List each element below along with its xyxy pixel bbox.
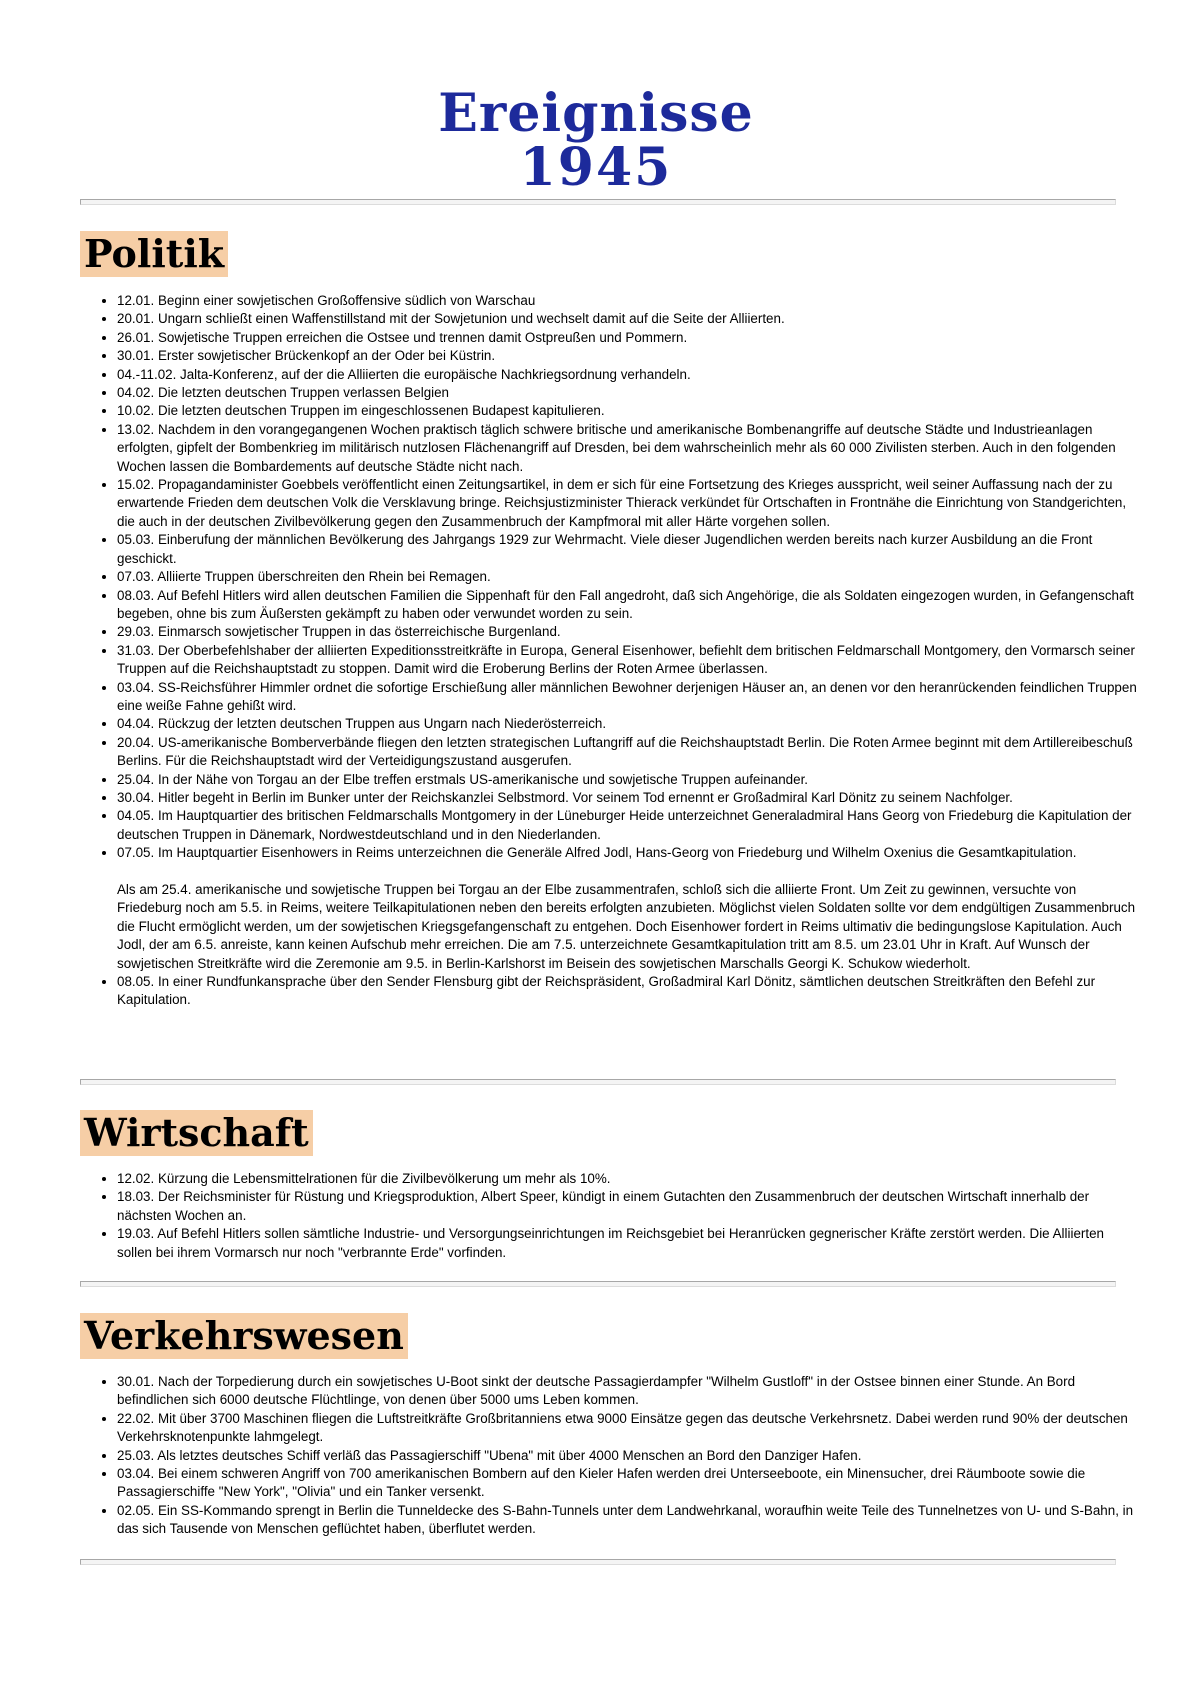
section-heading-verkehrswesen: Verkehrswesen (80, 1313, 408, 1359)
list-item: • 25.04. In der Nähe von Torgau an der Elbe treffen erstmals US-amerikanische und sowjetische Truppen aufeinander. (117, 771, 1137, 789)
list-item: • 04.05. Im Hauptquartier des britischen Feldmarschalls Montgomery in der Lüneburger Heide unterzeichnet Generaladmiral Hans Georg von Friedeburg die Kapitulation der deutschen Truppen in Dänemark, Nordwestdeutschland und in den Niederlanden. (117, 807, 1137, 844)
list-item: • 04.02. Die letzten deutschen Truppen verlassen Belgien (117, 384, 1137, 402)
divider (80, 1079, 1116, 1085)
list-item: • 20.04. US-amerikanische Bomberverbände fliegen den letzten strategischen Luftangriff auf die Reichshauptstadt Berlin. Die Roten Armee beginnt mit dem Artillereibeschuß Berlins. Für die Reichshauptstadt wird der Verteidigungszustand ausgerufen. (117, 734, 1137, 771)
verkehrswesen-list (101, 1373, 1137, 1539)
list-item: • 07.03. Alliierte Truppen überschreiten den Rhein bei Remagen. (117, 568, 1137, 586)
capitulation-note: Als am 25.4. amerikanische und sowjetische Truppen bei Torgau an der Elbe zusammentrafen, schloß sich die alliierte Front. Um Zeit zu gewinnen, versuchte von Friedeburg noch am 5.5. in Reims, weitere Teilkapitulationen neben den bereits erfolgten anzubieten. Möglichst vielen Soldaten sollte vor dem endgültigen Zusammenbruch die Flucht ermöglicht werden, um der sowjetischen Kriegsgefangenschaft zu entgehen. Doch Eisenhower fordert in Reims ultimativ die bedingungslose Kapitulation. Auch Jodl, der am 6.5. anreiste, kann keinen Aufschub mehr erreichen. Die am 7.5. unterzeichnete Gesamtkapitulation tritt am 8.5. um 23.01 Uhr in Kraft. Auf Wunsch der sowjetischen Streitkräfte wird die Zeremonie am 9.5. in Berlin-Karlshorst im Beisein des sowjetischen Marschalls Georgi K. Schukow wiederholt. (117, 881, 1136, 971)
divider (80, 1559, 1116, 1565)
list-item: • 04.-11.02. Jalta-Konferenz, auf der die Alliierten die europäische Nachkriegsordnung verhandeln. (117, 366, 1137, 384)
wirtschaft-list (101, 1170, 1137, 1262)
list-item: • 18.03. Der Reichsminister für Rüstung und Kriegsproduktion, Albert Speer, kündigt in einem Gutachten den Zusammenbruch der deutschen Wirtschaft innerhalb der nächsten Wochen an. (117, 1188, 1137, 1225)
list-item: • 30.01. Nach der Torpedierung durch ein sowjetisches U-Boot sinkt der deutsche Passagierdampfer "Wilhelm Gustloff" in der Ostsee binnen einer Stunde. An Bord befindlichen sich 6000 deutsche Flüchtlinge, von denen über 5000 ums Leben kommen. (117, 1373, 1137, 1410)
list-item: • 30.01. Erster sowjetischer Brückenkopf an der Oder bei Küstrin. (117, 347, 1137, 365)
list-item: • 02.05. Ein SS-Kommando sprengt in Berlin die Tunneldecke des S-Bahn-Tunnels unter dem Landwehrkanal, woraufhin weite Teile des Tunnelnetzes von U- und S-Bahn, in das sich Tausende von Menschen geflüchtet haben, überflutet werden. (117, 1502, 1137, 1539)
list-item: • 03.04. SS-Reichsführer Himmler ordnet die sofortige Erschießung aller männlichen Bewohner derjenigen Häuser an, an denen vor den heranrückenden feindlichen Truppen eine weiße Fahne gehißt wird. (117, 679, 1137, 716)
list-item: • 25.03. Als letztes deutsches Schiff verläß das Passagierschiff "Ubena" mit über 4000 Menschen an Bord den Danziger Hafen. (117, 1447, 1137, 1465)
list-item: • 03.04. Bei einem schweren Angriff von 700 amerikanischen Bombern auf den Kieler Hafen werden drei Unterseeboote, ein Minensucher, drei Räumboote sowie die Passagierschiffe "New York", "Olivia" und ein Tanker versenkt. (117, 1465, 1137, 1502)
list-item: • 12.02. Kürzung die Lebensmittelrationen für die Zivilbevölkerung um mehr als 10%. (117, 1170, 1137, 1188)
list-item: • 08.03. Auf Befehl Hitlers wird allen deutschen Familien die Sippenhaft für den Fall angedroht, daß sich Angehörige, die als Soldaten eingezogen wurden, in Gefangenschaft begeben, ohne bis zum Äußersten gekämpft zu haben oder verwundet worden zu sein. (117, 587, 1137, 624)
section-heading-politik: Politik (80, 231, 228, 277)
list-item: • 22.02. Mit über 3700 Maschinen fliegen die Luftstreitkräfte Großbritanniens etwa 9000 Einsätze gegen das deutsche Verkehrsnetz. Dabei werden rund 90% der deutschen Verkehrsknotenpunkte lahmgelegt. (117, 1410, 1137, 1447)
list-item: • 05.03. Einberufung der männlichen Bevölkerung des Jahrgangs 1929 zur Wehrmacht. Viele dieser Jugendlichen werden bereits nach kurzer Ausbildung an die Front geschickt. (117, 531, 1137, 568)
list-item: • 30.04. Hitler begeht in Berlin im Bunker unter der Reichskanzlei Selbstmord. Vor seinem Tod ernennt er Großadmiral Karl Dönitz zu seinem Nachfolger. (117, 789, 1137, 807)
title-line-2: 1945 (519, 137, 673, 198)
list-item: • 31.03. Der Oberbefehlshaber der alliierten Expeditionsstreitkräfte in Europa, General Eisenhower, befiehlt dem britischen Feldmarschall Montgomery, den Vormarsch seiner Truppen auf die Reichshauptstadt zu stoppen. Damit wird die Eroberung Berlins der Roten Armee überlassen. (117, 642, 1137, 679)
list-item: • 13.02. Nachdem in den vorangegangenen Wochen praktisch täglich schwere britische und amerikanische Bombenangriffe auf deutsche Städte und Industrieanlagen erfolgten, gipfelt der Bombenkrieg im militärisch nutzlosen Flächenangriff auf Dresden, bei dem wahrscheinlich mehr als 60 000 Zivilisten sterben. Auch in den folgenden Wochen lassen die Bombardements auf deutsche Städte nicht nach. (117, 421, 1137, 476)
list-item: • 26.01. Sowjetische Truppen erreichen die Ostsee und trennen damit Ostpreußen und Pommern. (117, 329, 1137, 347)
divider (80, 1281, 1116, 1287)
list-item: • 10.02. Die letzten deutschen Truppen im eingeschlossenen Budapest kapitulieren. (117, 402, 1137, 420)
politik-list (101, 292, 1137, 1010)
list-item: • 19.03. Auf Befehl Hitlers sollen sämtliche Industrie- und Versorgungseinrichtungen im Reichsgebiet bei Heranrücken gegnerischer Kräfte zerstört werden. Die Alliierten sollen bei ihrem Vormarsch nur noch "verbrannte Erde" vorfinden. (117, 1225, 1137, 1262)
list-item-with-note (117, 844, 1137, 973)
section-heading-wirtschaft: Wirtschaft (80, 1110, 313, 1156)
list-item: • 15.02. Propagandaminister Goebbels veröffentlicht einen Zeitungsartikel, in dem er sich für eine Fortsetzung des Krieges ausspricht, weil seiner Auffassung nach der zu erwartende Frieden dem deutschen Volk die Versklavung bringe. Reichsjustizminister Thierack verkündet für Ortschaften in Frontnähe die Einrichtung von Standgerichten, die auch in der deutschen Zivilbevölkerung gegen den Zusammenbruch der Kampfmoral mit aller Härte vorgehen sollen. (117, 476, 1137, 531)
list-item-text: 07.05. Im Hauptquartier Eisenhowers in Reims unterzeichnen die Generäle Alfred Jodl, Hans-Georg von Friedeburg und Wilhelm Oxenius die Gesamtkapitulation. (117, 845, 1077, 861)
list-item: • 08.05. In einer Rundfunkansprache über den Sender Flensburg gibt der Reichspräsident, Großadmiral Karl Dönitz, sämtlichen deutschen Streitkräften den Befehl zur Kapitulation. (117, 973, 1137, 1010)
list-item: • 20.01. Ungarn schließt einen Waffenstillstand mit der Sowjetunion und wechselt damit auf die Seite der Alliierten. (117, 310, 1137, 328)
list-item: • 29.03. Einmarsch sowjetischer Truppen in das österreichische Burgenland. (117, 623, 1137, 641)
title-line-1: Ereignisse (438, 83, 754, 144)
list-item: • 12.01. Beginn einer sowjetischen Großoffensive südlich von Warschau (117, 292, 1137, 310)
list-item: • 04.04. Rückzug der letzten deutschen Truppen aus Ungarn nach Niederösterreich. (117, 715, 1137, 733)
divider (80, 199, 1116, 205)
